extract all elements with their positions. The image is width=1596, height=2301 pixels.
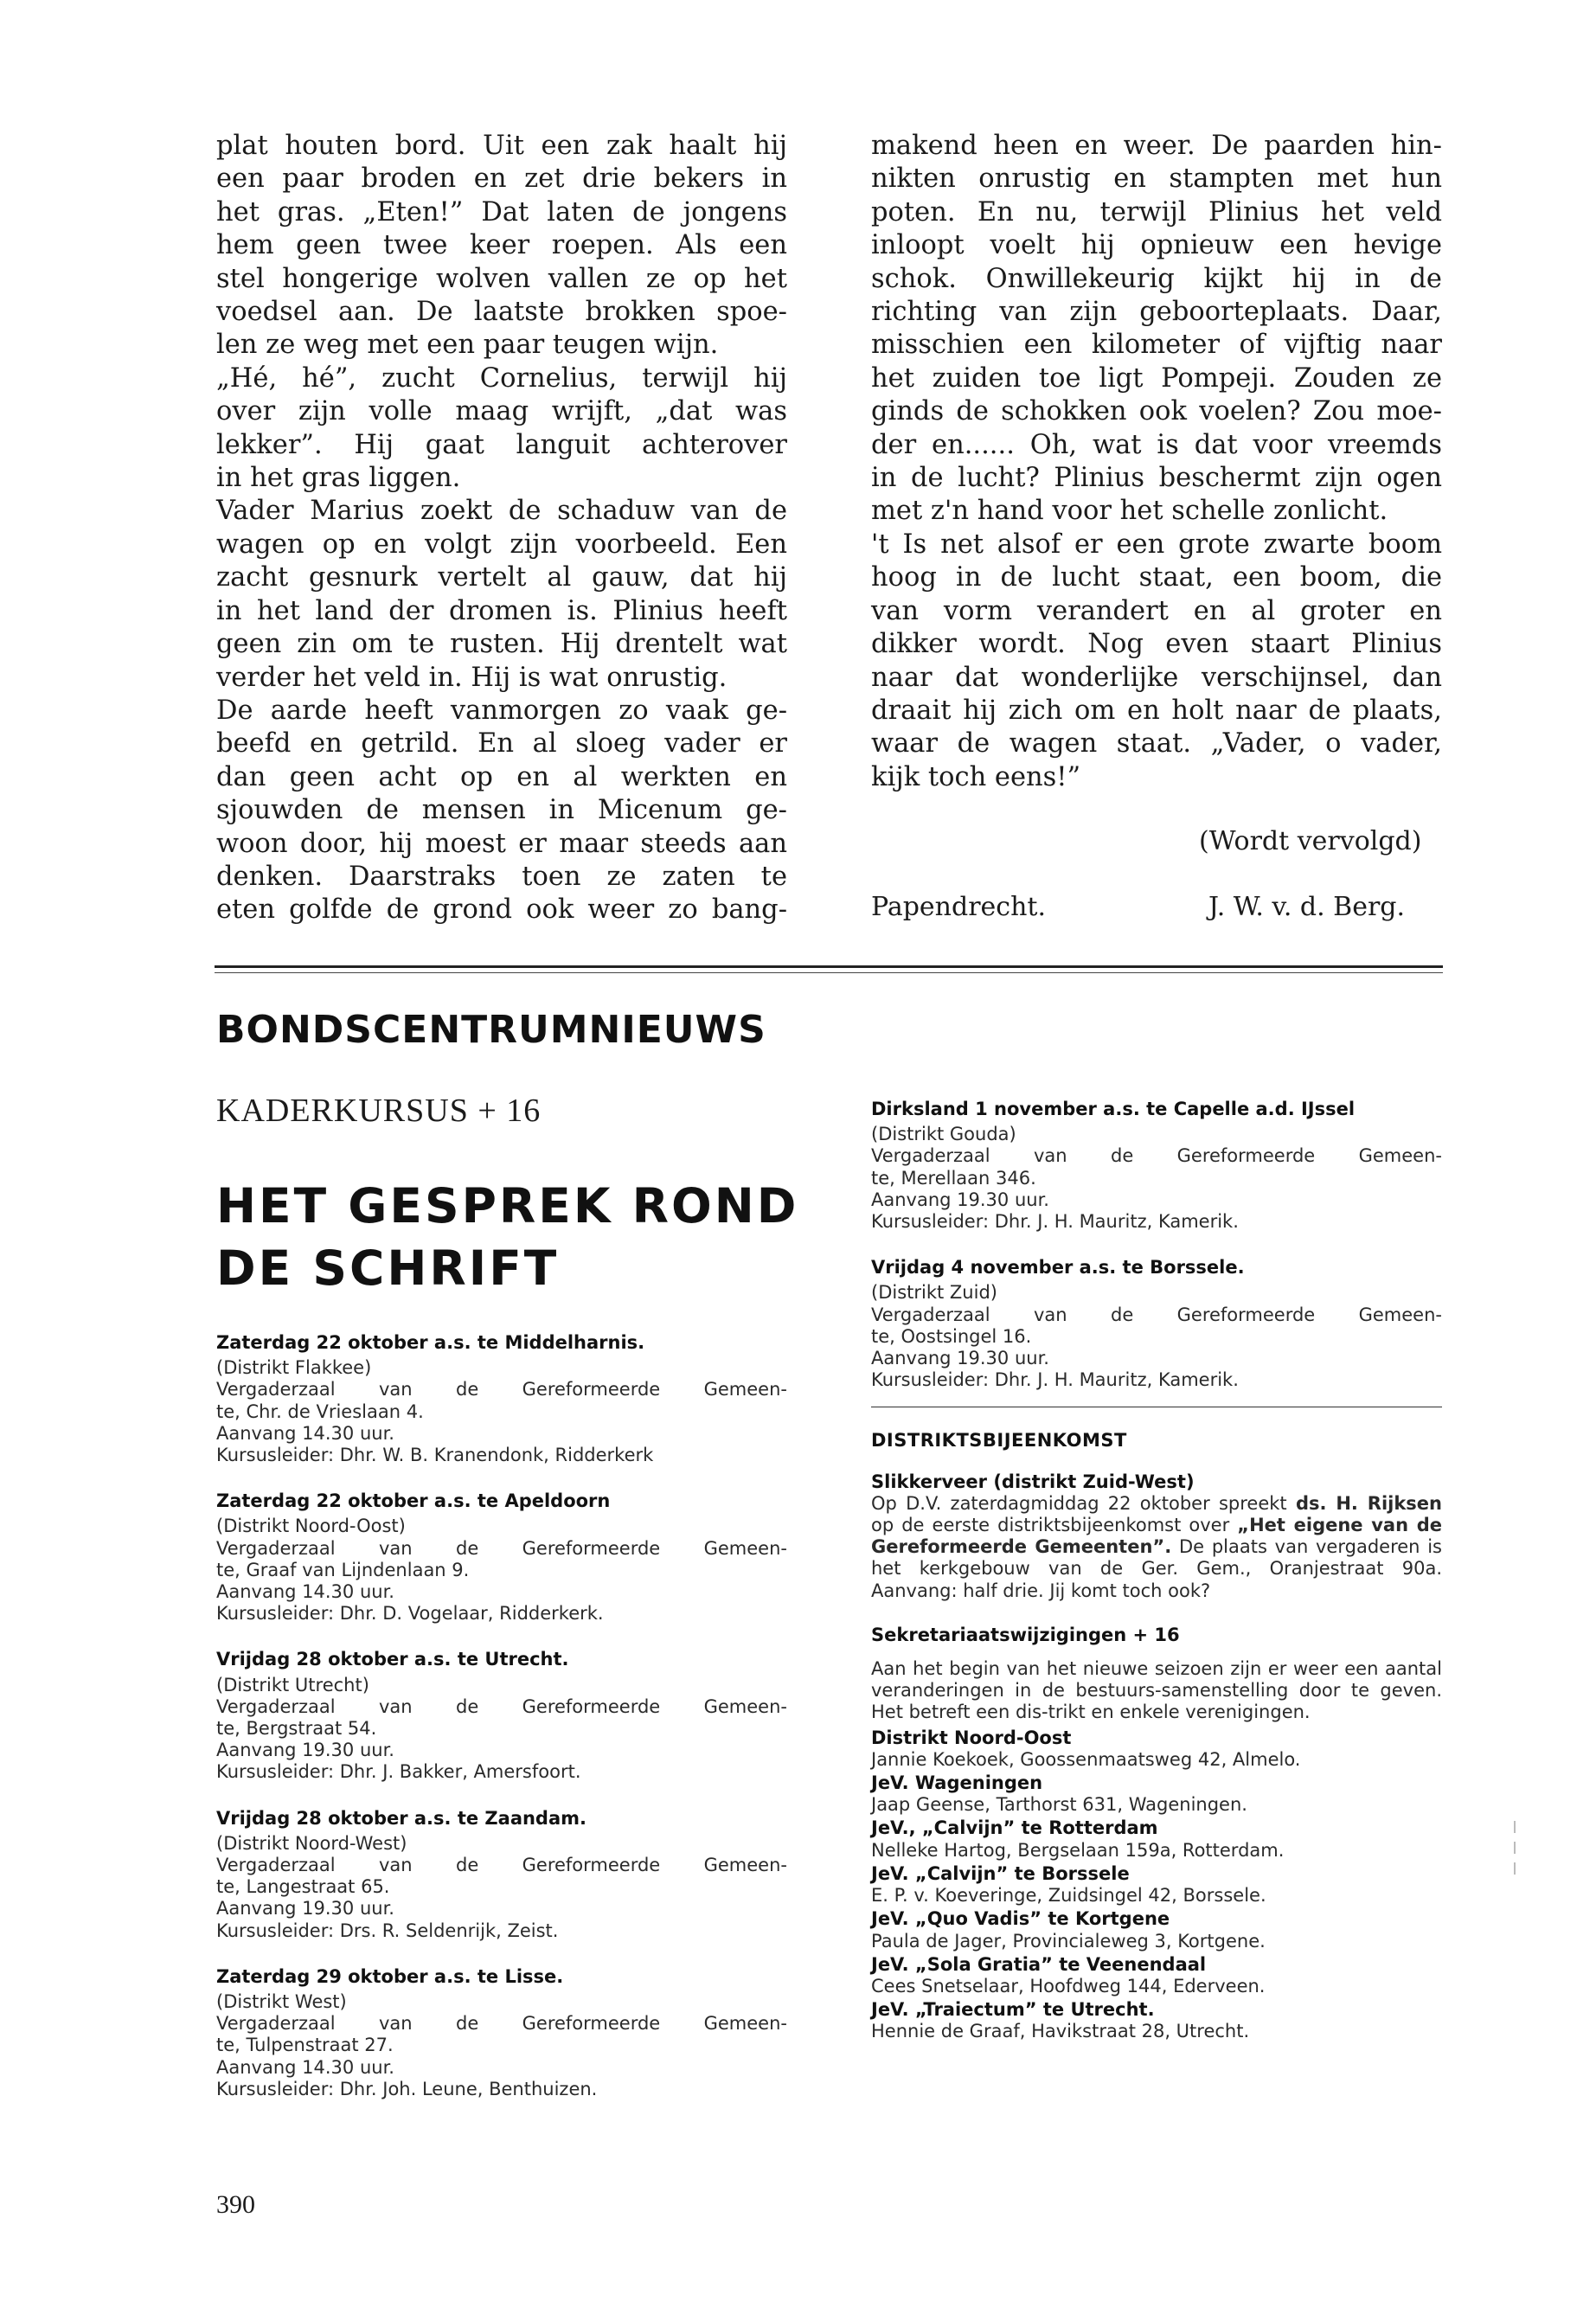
story-line: len ze weg met een paar teugen wijn. [216, 330, 719, 361]
session-line: Vergaderzaal van de Gereformeerde Gemeen- [216, 1855, 787, 1876]
change-organisation: JeV., „Calvijn” te Rotterdam [871, 1817, 1158, 1839]
change-organisation: Distrikt Noord-Oost [871, 1727, 1072, 1748]
story-line: plat houten bord. Uit een zak haalt hij [216, 131, 787, 161]
story-line: woon door, hij moest er maar steeds aan [216, 828, 787, 859]
story-line: waar de wagen staat. „Vader, o vader, [871, 728, 1442, 760]
right-column [871, 1099, 1442, 2043]
district-meeting-text [871, 1493, 1442, 1602]
change-person: Jaap Geense, Tarthorst 631, Wageningen. [871, 1794, 1247, 1816]
change-organisation: JeV. Wageningen [871, 1772, 1043, 1794]
course-title-line-2: DE SCHRIFT [216, 1240, 560, 1296]
story-line: over zijn volle maag wrijft, „dat was [216, 396, 787, 427]
story-line: De aarde heeft vanmorgen zo vaak ge- [216, 695, 787, 726]
session-line: (Distrikt West) [216, 1991, 347, 2013]
session-line: te, Oostsingel 16. [871, 1325, 1032, 1347]
session-line: Vergaderzaal van de Gereformeerde Gemeen- [871, 1145, 1442, 1167]
story-line: dikker wordt. Nog even staart Plinius [871, 629, 1442, 660]
story-line: wagen op en volgt zijn voorbeeld. Een [216, 529, 787, 560]
session-line: Aanvang 19.30 uur. [871, 1189, 1049, 1210]
change-person: Paula de Jager, Provincialeweg 3, Kortgene. [871, 1930, 1266, 1952]
course-session [216, 1808, 787, 1942]
story-line: voedsel aan. De laatste brokken spoe- [216, 297, 787, 328]
meeting-text-middle: op de eerste distriktsbijeenkomst over [871, 1515, 1230, 1536]
session-line: Kursusleider: Dhr. Joh. Leune, Benthuizen. [216, 2078, 598, 2099]
story-line: kijk toch eens!” [871, 761, 1081, 792]
district-meeting-subheading: Slikkerveer (distrikt Zuid-West) [871, 1471, 1195, 1492]
course-session [216, 1490, 787, 1625]
session-heading: Vrijdag 4 november a.s. te Borssele. [871, 1257, 1245, 1279]
story-line: zacht gesnurk vertelt al gauw, dat hij [216, 562, 787, 593]
session-line: Vergaderzaal van de Gereformeerde Gemeen- [216, 1695, 787, 1717]
story-line: met z'n hand voor het schelle zonlicht. [871, 496, 1388, 527]
change-person: E. P. v. Koeveringe, Zuidsingel 42, Borssele. [871, 1885, 1266, 1907]
story-column-left [216, 130, 787, 927]
story-line: geen zin om te rusten. Hij drentelt wat [216, 629, 787, 660]
story-line: een paar broden en zet drie bekers in [216, 163, 787, 195]
story-line: sjouwden de mensen in Micenum ge- [216, 795, 787, 826]
story-line: hoog in de lucht staat, een boom, die [871, 562, 1442, 593]
story-line: dan geen acht op en al werkten en [216, 761, 787, 792]
story-line: Vader Marius zoekt de schaduw van de [216, 496, 787, 527]
change-person: Cees Snetselaar, Hoofdweg 144, Ederveen. [871, 1975, 1266, 1997]
story-column-right [871, 130, 1442, 794]
session-line: Kursusleider: Dhr. D. Vogelaar, Ridderkerk. [216, 1603, 604, 1625]
story-line: stel hongerige wolven vallen ze op het [216, 263, 787, 294]
session-line: (Distrikt Flakkee) [216, 1357, 372, 1379]
course-session [216, 1966, 787, 2100]
author-name: J. W. v. d. Berg. [1208, 892, 1406, 922]
course-title [216, 1175, 798, 1299]
story-line: denken. Daarstraks toen ze zaten te [216, 861, 787, 892]
story-line: in het land der dromen is. Plinius heeft [216, 595, 787, 626]
session-line: Vergaderzaal van de Gereformeerde Gemeen- [216, 1379, 787, 1400]
change-person: Hennie de Graaf, Havikstraat 28, Utrecht. [871, 2021, 1250, 2042]
story-line: richting van zijn geboorteplaats. Daar, [871, 297, 1442, 328]
session-line: (Distrikt Gouda) [871, 1124, 1016, 1145]
to-be-continued: (Wordt vervolgd) [1199, 826, 1422, 856]
session-line: (Distrikt Noord-Oost) [216, 1516, 406, 1537]
story-line: der en...... Oh, wat is dat voor vreemds [871, 429, 1442, 460]
story-line: schok. Onwillekeurig kijkt hij in de [871, 263, 1442, 294]
secretariat-intro: Aan het begin van het nieuwe seizoen zijn er weer een aantal veranderingen in de bestuurs-samenstelling door te geven. Het betreft een dis-trikt en enkele verenigingen. [871, 1658, 1442, 1723]
session-line: te, Langestraat 65. [216, 1876, 390, 1898]
story-line: naar dat wonderlijke verschijnsel, dan [871, 662, 1442, 693]
session-line: Vergaderzaal van de Gereformeerde Gemeen- [216, 2013, 787, 2035]
session-line: te, Chr. de Vrieslaan 4. [216, 1400, 424, 1422]
session-line: Kursusleider: Drs. R. Seldenrijk, Zeist. [216, 1920, 559, 1941]
session-line: te, Bergstraat 54. [216, 1718, 377, 1740]
district-meeting [871, 1430, 1442, 1601]
story-line: draait hij zich om en holt naar de plaats, [871, 695, 1442, 726]
story-line: makend heen en weer. De paarden hin- [871, 131, 1442, 161]
story-line: nikten onrustig en stampten met hun [871, 163, 1442, 195]
session-line: Kursusleider: Dhr. J. Bakker, Amersfoort. [216, 1761, 581, 1783]
sessions-right [871, 1099, 1442, 1391]
kader-heading: KADERKURSUS + 16 [216, 1093, 542, 1129]
session-line: Aanvang 19.30 uur. [216, 1898, 394, 1920]
meeting-text-before: Op D.V. zaterdagmiddag 22 oktober spreekt [871, 1492, 1287, 1514]
session-line: Aanvang 14.30 uur. [216, 1422, 394, 1444]
secretariat-changes [871, 1625, 1442, 2043]
change-organisation: JeV. „Traiectum” te Utrecht. [871, 1999, 1155, 2021]
session-line: Aanvang 19.30 uur. [871, 1348, 1049, 1369]
session-line: Vergaderzaal van de Gereformeerde Gemeen- [871, 1304, 1442, 1325]
course-session [216, 1332, 787, 1466]
section-title: BONDSCENTRUMNIEUWS [216, 1008, 766, 1052]
session-heading: Vrijdag 28 oktober a.s. te Zaandam. [216, 1807, 586, 1829]
district-meeting-heading: DISTRIKTSBIJEENKOMST [871, 1430, 1127, 1452]
section-rule-thin [215, 972, 1443, 973]
story-line: lekker”. Hij gaat languit achterover [216, 429, 787, 460]
change-organisation: JeV. „Sola Gratia” te Veenendaal [871, 1953, 1207, 1975]
story-line: „Hé, hé”, zucht Cornelius, terwijl hij [216, 362, 787, 394]
story-line: het zuiden toe ligt Pompeji. Zouden ze [871, 362, 1442, 394]
session-line: Kursusleider: Dhr. J. H. Mauritz, Kamerik. [871, 1369, 1239, 1391]
course-session [216, 1649, 787, 1783]
session-line: te, Graaf van Lijndenlaan 9. [216, 1559, 470, 1580]
story-line: misschien een kilometer of vijftig naar [871, 330, 1442, 361]
change-person: Jannie Koekoek, Goossenmaatsweg 42, Almelo. [871, 1748, 1301, 1770]
session-line: Aanvang 14.30 uur. [216, 1581, 394, 1603]
session-line: (Distrikt Noord-West) [216, 1832, 407, 1854]
change-person: Nelleke Hartog, Bergselaan 159a, Rotterdam. [871, 1839, 1285, 1861]
session-line: (Distrikt Utrecht) [216, 1674, 369, 1695]
story-line: hem geen twee keer roepen. Als een [216, 230, 787, 261]
session-line: Kursusleider: Dhr. J. H. Mauritz, Kamerik. [871, 1211, 1239, 1233]
session-line: Aanvang 19.30 uur. [216, 1740, 394, 1761]
session-line: te, Tulpenstraat 27. [216, 2035, 394, 2056]
meeting-text-after: De plaats van vergaderen is het kerkgebouw van de Ger. Gem., Oranjestraat 90a. Aanvang: half drie. Jij komt toch ook? [871, 1536, 1442, 1601]
course-title-line-1: HET GESPREK ROND [216, 1178, 799, 1234]
place-name: Papendrecht. [871, 892, 1047, 922]
session-heading: Zaterdag 29 oktober a.s. te Lisse. [216, 1965, 564, 1987]
story-line: in de lucht? Plinius beschermt zijn ogen [871, 463, 1442, 494]
secretariat-heading: Sekretariaatswijzigingen + 16 [871, 1624, 1180, 1645]
page-number: 390 [216, 2190, 255, 2219]
story-line: beefd en getrild. En al sloeg vader er [216, 728, 787, 760]
meeting-speaker: ds. H. Rijksen [1295, 1492, 1442, 1514]
story-line: van vorm verandert en al groter en [871, 595, 1442, 626]
changes-list [871, 1727, 1442, 2043]
meeting-topic: „Het eigene van de Gereformeerde Gemeenten”. [871, 1515, 1442, 1558]
margin-marks [1514, 1821, 1516, 1890]
story-line: 't Is net alsof er een grote zwarte boom [871, 529, 1442, 560]
section-rule [215, 965, 1443, 968]
session-line: Vergaderzaal van de Gereformeerde Gemeen- [216, 1537, 787, 1559]
session-line: (Distrikt Zuid) [871, 1282, 997, 1304]
sessions-left [216, 1332, 787, 2100]
course-session [871, 1257, 1442, 1391]
course-session [871, 1099, 1442, 1233]
session-line: Aanvang 14.30 uur. [216, 2056, 394, 2078]
story-line: in het gras liggen. [216, 463, 461, 494]
session-heading: Vrijdag 28 oktober a.s. te Utrecht. [216, 1649, 569, 1670]
story-line: eten golfde de grond ook weer zo bang- [216, 894, 787, 926]
story-line: het gras. „Eten!” Dat laten de jongens [216, 196, 787, 228]
session-line: te, Merellaan 346. [871, 1167, 1036, 1189]
story-line: inloopt voelt hij opnieuw een hevige [871, 230, 1442, 261]
story-line: verder het veld in. Hij is wat onrustig. [216, 662, 727, 693]
story-line: poten. En nu, terwijl Plinius het veld [871, 196, 1442, 228]
session-line: Kursusleider: Dhr. W. B. Kranendonk, Ridderkerk [216, 1445, 654, 1466]
story-line: ginds de schokken ook voelen? Zou moe- [871, 396, 1442, 427]
change-organisation: JeV. „Calvijn” te Borssele [871, 1862, 1130, 1884]
session-heading: Dirksland 1 november a.s. te Capelle a.d. IJssel [871, 1099, 1356, 1119]
change-organisation: JeV. „Quo Vadis” te Kortgene [871, 1908, 1170, 1930]
session-heading: Zaterdag 22 oktober a.s. te Apeldoorn [216, 1490, 611, 1512]
session-heading: Zaterdag 22 oktober a.s. te Middelharnis. [216, 1332, 645, 1353]
